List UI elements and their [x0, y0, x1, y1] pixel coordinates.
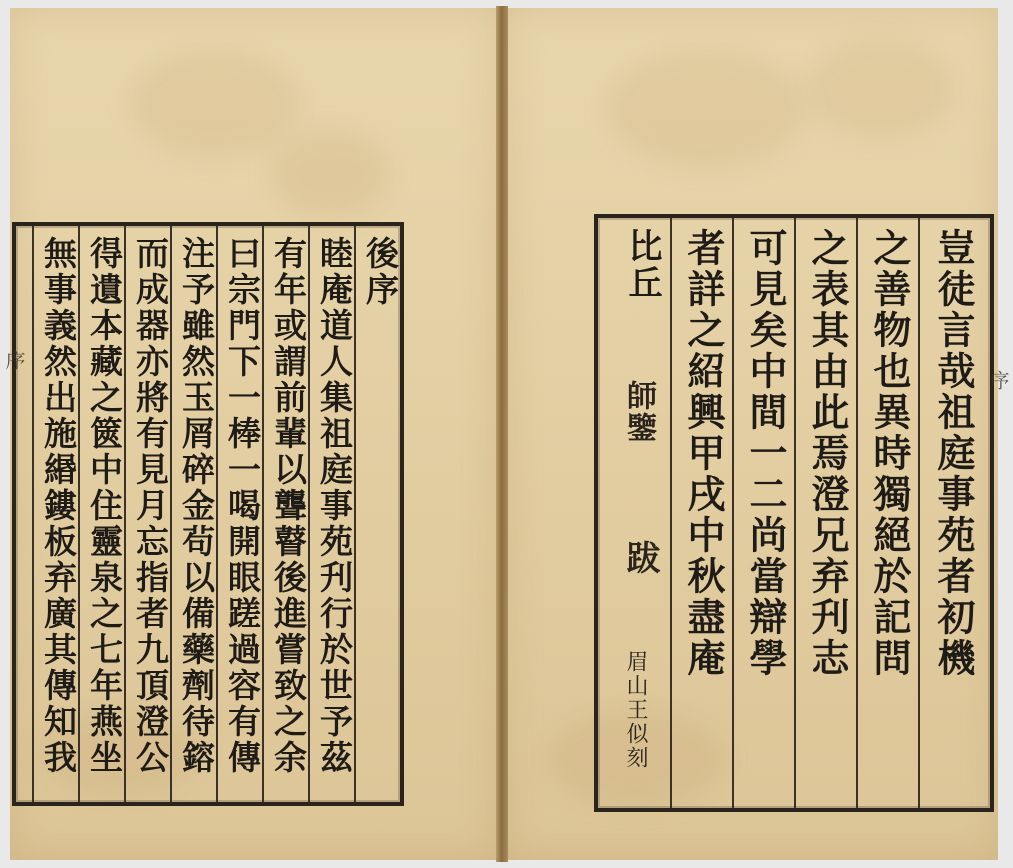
left-column-3: 曰宗門下一棒一喝開眼蹉過容有傳 — [216, 226, 262, 802]
left-edge-mark: 序 — [2, 350, 26, 370]
afterword-title: 後序 — [361, 236, 400, 308]
left-column-6: 得遺本藏之篋中住靈泉之七年燕坐 — [78, 226, 124, 802]
left-column-5: 而成器亦將有見月忘指者九頂澄公 — [124, 226, 170, 802]
left-column-7: 無事義然出施緡鏤板弃廣其傳知我 — [32, 226, 78, 802]
right-column-3: 之表其由此焉澄兄弃刋志 — [794, 218, 856, 808]
left-column-2: 有年或謂前輩以聾瞽後進嘗致之余 — [262, 226, 308, 802]
left-title-column — [354, 226, 400, 802]
right-column-2: 之善物也異時獨絕於記問 — [856, 218, 918, 808]
right-text-frame — [594, 214, 994, 812]
left-column-1: 睦庵道人集祖庭事苑刋行於世予茲 — [308, 226, 354, 802]
right-column-5: 者詳之紹興甲戌中秋盡庵 — [670, 218, 732, 808]
book-gutter — [496, 6, 508, 862]
closing-name: 師鑒 — [621, 380, 656, 444]
left-text-frame — [12, 222, 404, 806]
right-edge-mark: 序 — [986, 370, 1010, 390]
left-column-4: 注予雖然玉屑碎金茍以備藥劑待鎔 — [170, 226, 216, 802]
right-column-1: 豈徒言哉祖庭事苑者初機 — [918, 218, 982, 808]
closing-colophon: 跋 — [620, 540, 660, 576]
carver-signature: 眉山王似刻 — [623, 650, 648, 770]
right-column-4: 可見矣中間一二尚當辯學 — [732, 218, 794, 808]
closing-monk: 比丘 — [622, 228, 662, 302]
